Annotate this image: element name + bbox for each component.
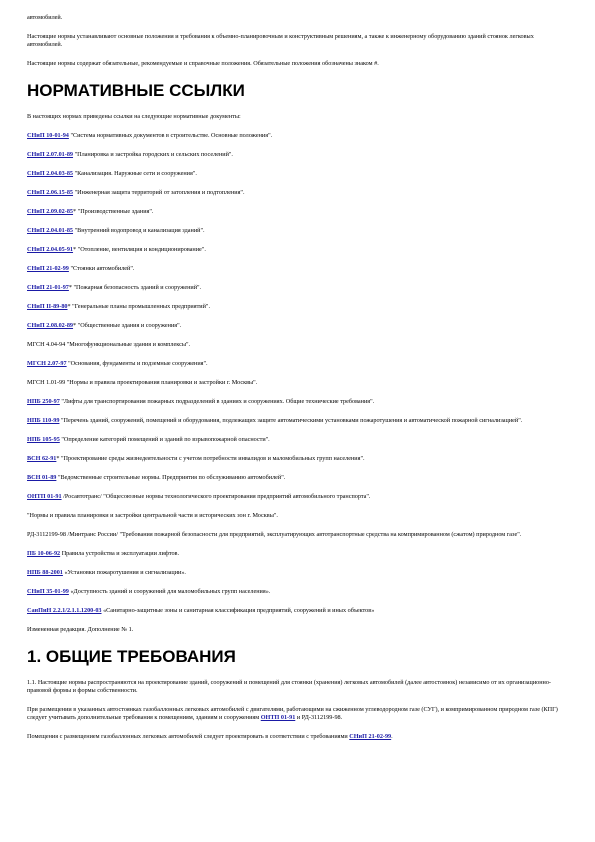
reference-link[interactable]: ВСН 62-91 [27,455,57,462]
general-paragraph-gas-vehicles [27,706,567,722]
reference-link[interactable]: МГСН 2.07-97 [27,360,67,367]
reference-link[interactable]: СНиП 10-01-94 [27,132,69,139]
gas-vehicles-text-end: и РД-3112199-98. [295,714,343,721]
reference-link[interactable]: ВСН 01-89 [27,474,57,481]
reference-item [27,170,567,178]
reference-title: "Внутренний водопровод и канализация зданий". [73,227,205,234]
reference-link[interactable]: ПБ 10-06-92 [27,550,61,557]
general-paragraph-gas-premises [27,733,567,741]
reference-item [27,227,567,235]
reference-item [27,474,567,482]
reference-title: "Основания, фундаменты и подземные сооружения". [66,360,208,367]
edition-note: Измененная редакция. Дополнение № 1. [27,626,134,633]
reference-title: * "Общественные здания и сооружения". [73,322,182,329]
reference-title: "Инженерная защита территорий от затопления и подтопления". [73,189,245,196]
reference-item [27,208,567,216]
reference-link-snip-parking[interactable]: СНиП 21-02-99 [349,733,392,740]
intro-paragraph-provisions: Настоящие нормы содержат обязательные, рекомендуемые и справочные положения. Обязательные положения обозначены знаком #. [27,60,379,67]
reference-link[interactable]: СанПиН 2.2.1/2.1.1.1200-03 [27,607,102,614]
reference-title: "Определение категорий помещений и зданий по взрывопожарной опасности". [59,436,270,443]
references-lead-paragraph: В настоящих нормах приведены ссылки на следующие нормативные документы: [27,113,241,120]
reference-title: МГСН 1.01-99 "Нормы и правила проектирования планировки и застройки г. Москвы". [27,379,258,386]
reference-title: * "Пожарная безопасность зданий и сооружений". [68,284,202,291]
reference-item [27,607,567,615]
reference-link[interactable]: СНиП 21-02-99 [27,265,69,272]
reference-item [27,303,567,311]
reference-title: Правила устройства и эксплуатации лифтов. [60,550,180,557]
reference-item [27,379,567,387]
reference-title: «Установки пожаротушения и сигнализации». [62,569,186,576]
reference-link[interactable]: СНиП 2.04.01-85 [27,227,74,234]
reference-link[interactable]: СНиП 2.06.15-85 [27,189,74,196]
reference-link-ontp[interactable]: ОНТП 01-91 [260,714,296,721]
reference-item [27,341,567,349]
reference-item [27,284,567,292]
reference-item [27,417,567,425]
document-page [27,14,567,741]
reference-title: «Санитарно-защитные зоны и санитарная классификация предприятий, сооружений и иных объектов» [101,607,375,614]
reference-link[interactable]: СНиП 2.04.03-85 [27,170,74,177]
reference-item [27,189,567,197]
reference-title: "Планировка и застройка городских и сельских поселений". [73,151,233,158]
reference-link[interactable]: СНиП 35-01-99 [27,588,69,595]
intro-paragraph-scope: Настоящие нормы устанавливают основные положения и требования к объемно-планировочным и конструктивным решениям, а также к инженерному оборудованию зданий стоянок легковых автомобилей. [27,33,534,48]
reference-title: "Перечень зданий, сооружений, помещений и оборудования, подлежащих защите автоматическими установками пожаротушения и автоматической пожарной сигнализацией". [59,417,523,424]
reference-item [27,436,567,444]
reference-list [27,132,567,615]
reference-title: "Канализация. Наружные сети и сооружения". [73,170,197,177]
reference-title: "Система нормативных документов в строительстве. Основные положения". [68,132,273,139]
reference-item [27,569,567,577]
reference-link[interactable]: СНиП II-89-80 [27,303,68,310]
general-paragraph-1-1: 1.1. Настоящие нормы распространяются на проектирование зданий, сооружений и помещений для стоянки (хранения) легковых автомобилей (далее автостоянок) независимо от их организационно-правовой формы и формы собственности. [27,679,551,694]
reference-item [27,322,567,330]
reference-item [27,550,567,558]
reference-item [27,132,567,140]
reference-item [27,588,567,596]
reference-item [27,360,567,368]
reference-title: «Доступность зданий и сооружений для маломобильных групп населения». [68,588,271,595]
reference-title: * "Производственные здания". [73,208,154,215]
reference-link[interactable]: НПБ 88-2001 [27,569,63,576]
reference-title: "Нормы и правила планировки и застройки центральной части и исторических зон г. Москвы". [27,512,278,519]
reference-link[interactable]: СНиП 2.08.02-89 [27,322,74,329]
reference-link[interactable]: НПБ 110-99 [27,417,60,424]
reference-link[interactable]: СНиП 2.09.02-85 [27,208,74,215]
reference-link[interactable]: НПБ 105-95 [27,436,60,443]
reference-item [27,512,567,520]
reference-link[interactable]: СНиП 21-01-97 [27,284,69,291]
reference-title: "Лифты для транспортирования пожарных подразделений в зданиях и сооружениях. Общие технические требования". [59,398,375,405]
gas-premises-text-end: . [391,733,393,740]
reference-item [27,151,567,159]
section-heading-normative-references: НОРМАТИВНЫЕ ССЫЛКИ [27,81,245,100]
intro-paragraph-continuation: автомобилей. [27,14,63,21]
reference-item [27,246,567,254]
section-heading-general-requirements: 1. ОБЩИЕ ТРЕБОВАНИЯ [27,647,236,666]
reference-title: /Росавтотранс/ "Общесоюзные нормы технологического проектирования предприятий автомобильного транспорта". [61,493,371,500]
reference-title: "Ведомственные строительные нормы. Предприятия по обслуживанию автомобилей". [56,474,286,481]
reference-title: РД-3112199-98 /Минтранс России/ "Требования пожарной безопасности для предприятий, эксплуатирующих автотранспортные средства на компримированном (сжатом) природном газе". [27,531,522,538]
reference-item [27,455,567,463]
reference-item [27,265,567,273]
reference-item [27,493,567,501]
reference-title: "Стоянки автомобилей". [68,265,135,272]
reference-link[interactable]: НПБ 250-97 [27,398,60,405]
gas-premises-text: Помещения с размещением газобаллонных легковых автомобилей следует проектировать в соответствии с требованиями [27,733,350,740]
gas-vehicles-text: При размещении в указанных автостоянках газобаллонных легковых автомобилей с двигателями, работающими на сжиженном углеводородном газе (СУГ), и компримированном природном газе (КПГ) следует учитывать дополнительные требования к помещениям, зданиям и сооружениям [27,706,558,721]
reference-title: МГСН 4.04-94 "Многофункциональные здания и комплексы". [27,341,191,348]
reference-link[interactable]: СНиП 2.07.01-89 [27,151,74,158]
reference-item [27,398,567,406]
reference-item [27,531,567,539]
reference-title: * "Проектирование среды жизнедеятельности с учетом потребности инвалидов и маломобильных групп населения". [56,455,365,462]
reference-link[interactable]: ОНТП 01-91 [27,493,62,500]
reference-title: * "Генеральные планы промышленных предприятий". [67,303,210,310]
reference-link[interactable]: СНиП 2.04.05-91 [27,246,74,253]
reference-title: * "Отопление, вентиляция и кондиционирование". [73,246,206,253]
